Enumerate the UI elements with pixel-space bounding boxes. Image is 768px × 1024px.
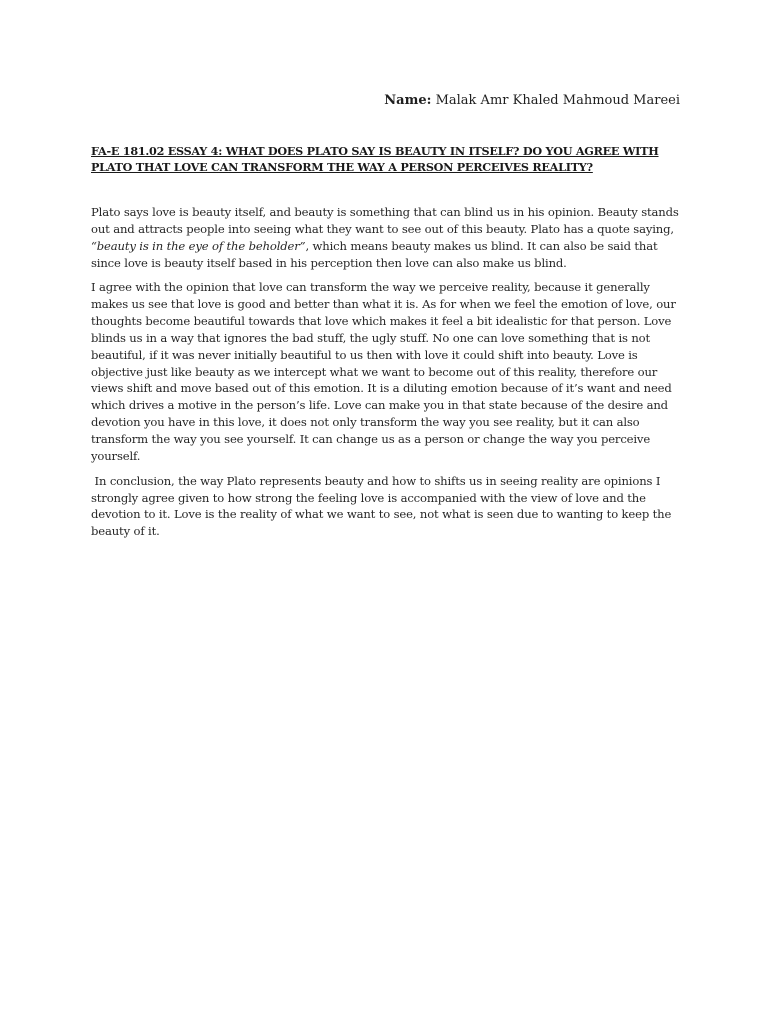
author-name: Malak Amr Khaled Mahmoud Mareei <box>435 93 680 108</box>
essay-body <box>91 204 681 548</box>
paragraph-1-text-a: Plato says love is beauty itself, and beauty is something that can blind us in his opinion. Beauty stands out and attracts people into seeing what they want to see out of this beauty. Plato has a quote saying, <box>91 205 679 236</box>
paragraph-1 <box>91 204 681 271</box>
name-label: Name: <box>384 93 432 108</box>
plato-quote: “beauty is in the eye of the beholder” <box>91 238 306 253</box>
author-name-line <box>384 93 680 108</box>
paragraph-1-text-b: , which means beauty makes us blind. It can also be said that since love is beauty itself based in his perception then love can also make us blind. <box>91 238 658 270</box>
paragraph-2: I agree with the opinion that love can transform the way we perceive reality, because it generally makes us see that love is good and better than what it is. As for when we feel the emotion of love, our thoughts become beautiful towards that love which makes it feel a bit idealistic for that person. Love blinds us in a way that ignores the bad stuff, the ugly stuff. No one can love something that is not beautiful, if it was never initially beautiful to us then with love it could shift into beauty. Love is objective just like beauty as we intercept what we want to become out of this reality, therefore our views shift and move based out of this emotion. It is a diluting emotion because of it’s want and need which drives a motive in the person’s life. Love can make you in that state because of the desire and devotion you have in this love, it does not only transform the way you see reality, but it can also transform the way you see yourself. It can change us as a person or change the way you perceive yourself. <box>91 280 676 463</box>
essay-title: FA-E 181.02 ESSAY 4: WHAT DOES PLATO SAY IS BEAUTY IN ITSELF? DO YOU AGREE WITH PLATO THAT LOVE CAN TRANSFORM THE WAY A PERSON PERCEIVES REALITY? <box>91 144 659 174</box>
paragraph-3: In conclusion, the way Plato represents beauty and how to shifts us in seeing reality are opinions I strongly agree given to how strong the feeling love is accompanied with the view of love and the devotion to it. Love is the reality of what we want to see, not what is seen due to wanting to keep the beauty of it. <box>91 473 675 539</box>
